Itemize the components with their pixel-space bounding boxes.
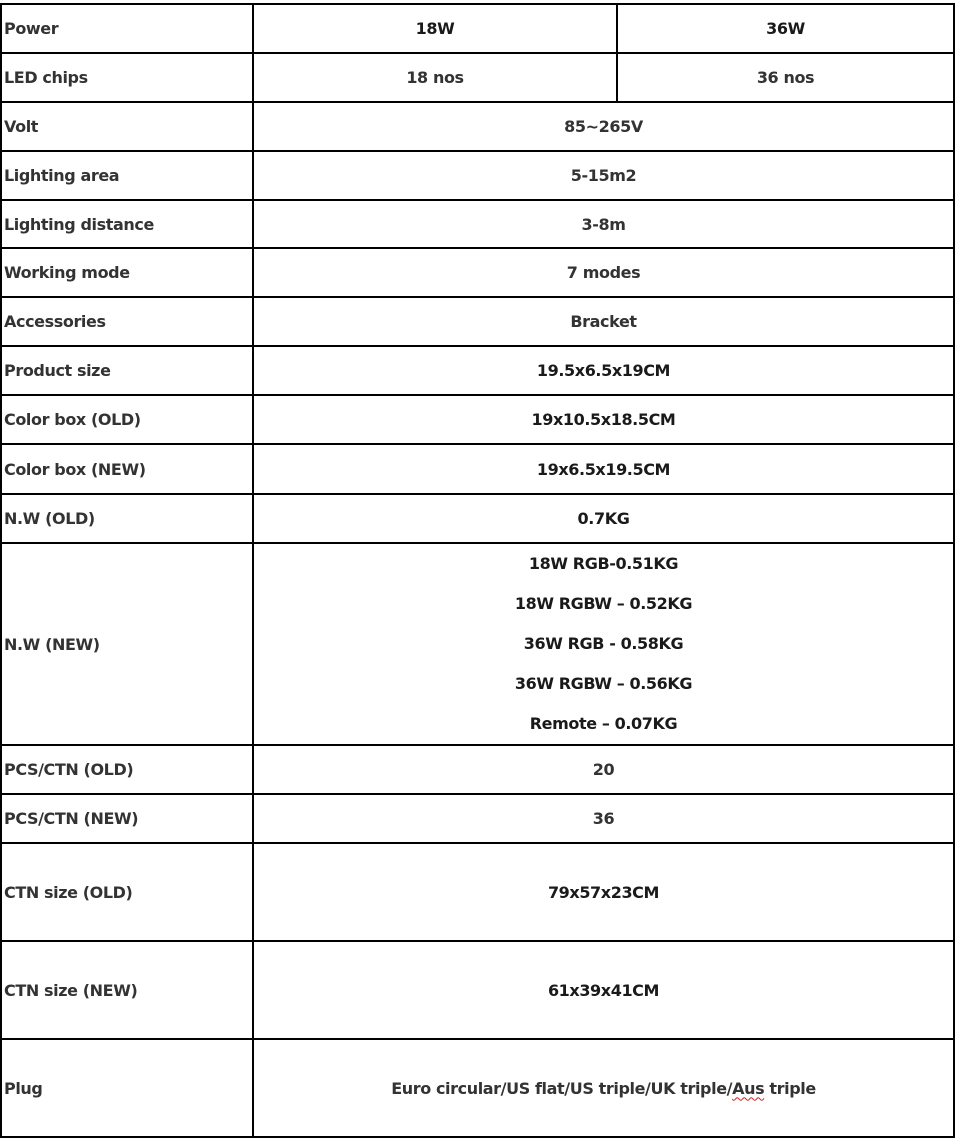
table-row-power [1, 4, 954, 53]
row-label: Lighting distance [1, 200, 253, 248]
table-row-ctn-size-old [1, 843, 954, 941]
table-row-color-box-new [1, 444, 954, 494]
cell-value: 20 [253, 745, 954, 794]
row-label: PCS/CTN (OLD) [1, 745, 253, 794]
cell-value-stack [253, 543, 954, 745]
table-row-product-size [1, 346, 954, 395]
cell-36w-led-chips: 36 nos [617, 53, 954, 102]
table-row-nw-old [1, 494, 954, 543]
row-label: PCS/CTN (NEW) [1, 794, 253, 843]
row-label: Lighting area [1, 151, 253, 200]
cell-value: 61x39x41CM [253, 941, 954, 1039]
cell-18w-power: 18W [253, 4, 617, 53]
cell-value: 5-15m2 [253, 151, 954, 200]
table-row-plug [1, 1039, 954, 1137]
cell-value-plug [253, 1039, 954, 1137]
table-row-pcs-ctn-old [1, 745, 954, 794]
row-label: Plug [1, 1039, 253, 1137]
table-row-led-chips [1, 53, 954, 102]
cell-value: 19x6.5x19.5CM [253, 444, 954, 494]
table-row-nw-new [1, 543, 954, 745]
weight-line: 18W RGBW – 0.52KG [514, 594, 693, 613]
cell-value: 0.7KG [253, 494, 954, 543]
table-row-ctn-size-new [1, 941, 954, 1039]
cell-value: 3-8m [253, 200, 954, 248]
row-label: Color box (OLD) [1, 395, 253, 444]
table-row-pcs-ctn-new [1, 794, 954, 843]
table-row-lighting-distance [1, 200, 954, 248]
table-row-lighting-area [1, 151, 954, 200]
row-label: LED chips [1, 53, 253, 102]
row-label: Working mode [1, 248, 253, 297]
row-label: Power [1, 4, 253, 53]
cell-value: 36 [253, 794, 954, 843]
weight-line: 18W RGB-0.51KG [528, 554, 679, 573]
cell-value: 19x10.5x18.5CM [253, 395, 954, 444]
row-label: Color box (NEW) [1, 444, 253, 494]
table-row-volt [1, 102, 954, 151]
row-label: Product size [1, 346, 253, 395]
spec-table [0, 3, 955, 1138]
cell-value: 85~265V [253, 102, 954, 151]
cell-18w-led-chips: 18 nos [253, 53, 617, 102]
table-row-accessories [1, 297, 954, 346]
cell-value: 7 modes [253, 248, 954, 297]
cell-value: 19.5x6.5x19CM [253, 346, 954, 395]
cell-value: 79x57x23CM [253, 843, 954, 941]
row-label: CTN size (NEW) [1, 941, 253, 1039]
plug-text-before: Euro circular/US flat/US triple/UK triple/ [391, 1078, 733, 1098]
cell-value: Bracket [253, 297, 954, 346]
weight-line: 36W RGB - 0.58KG [523, 634, 684, 653]
row-label: N.W (NEW) [1, 543, 253, 745]
plug-text-after: triple [764, 1078, 816, 1098]
spellcheck-flagged-word[interactable]: Aus [732, 1078, 765, 1098]
row-label: CTN size (OLD) [1, 843, 253, 941]
table-row-working-mode [1, 248, 954, 297]
row-label: Volt [1, 102, 253, 151]
weight-line: 36W RGBW – 0.56KG [514, 674, 693, 693]
row-label: Accessories [1, 297, 253, 346]
table-row-color-box-old [1, 395, 954, 444]
row-label: N.W (OLD) [1, 494, 253, 543]
weight-line: Remote – 0.07KG [529, 714, 678, 733]
cell-36w-power: 36W [617, 4, 954, 53]
